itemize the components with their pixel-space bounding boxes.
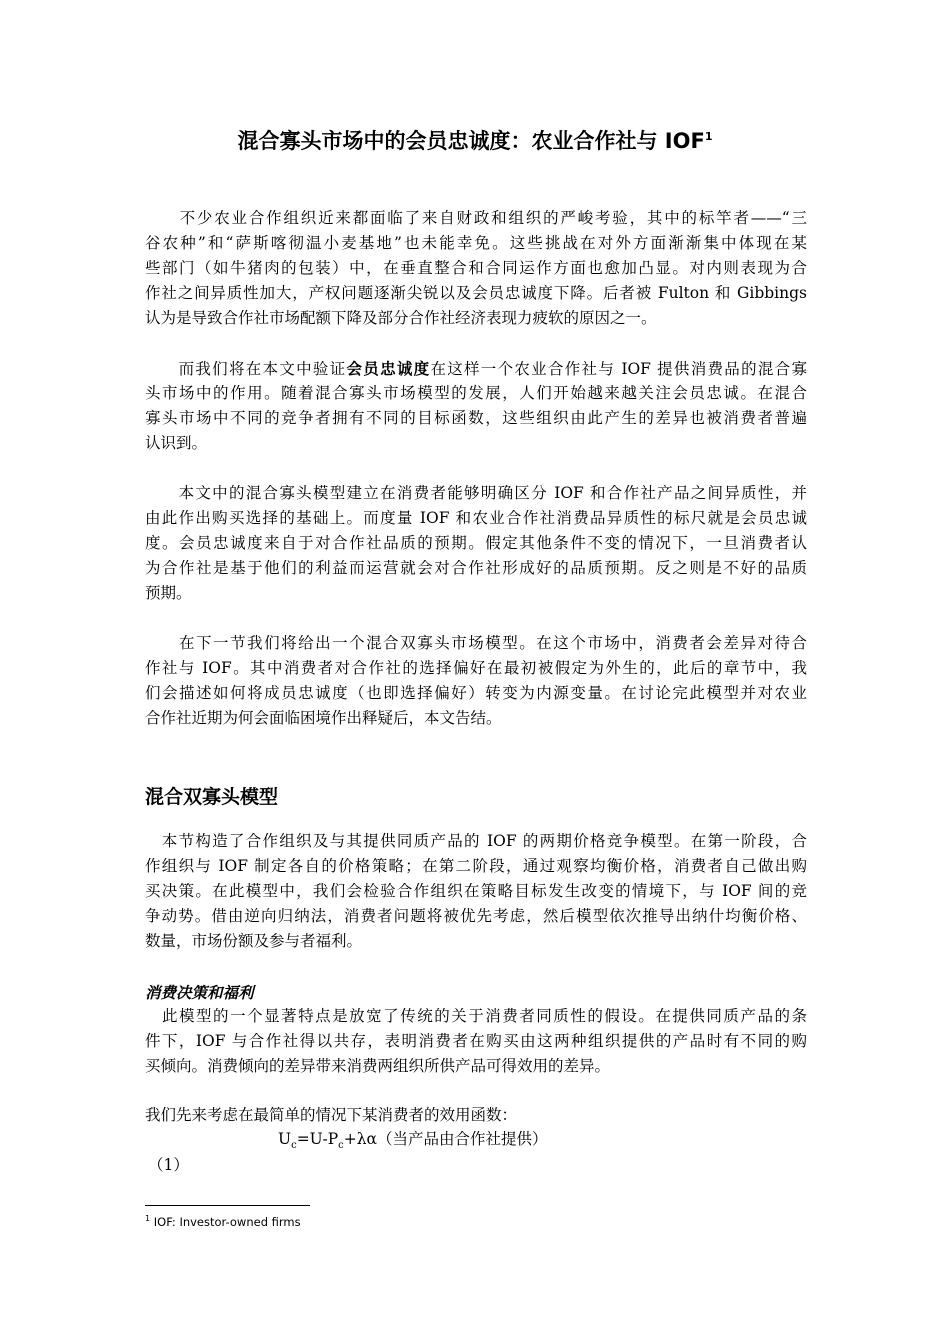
paragraph-consumer — [145, 1004, 807, 1079]
formula-subscript: c — [338, 1140, 344, 1152]
paragraph-line: 不少农业合作组织近来都面临了来自财政和组织的严峻考验，其中的标竿者——“三 — [145, 209, 807, 227]
subsection-heading: 消费决策和福利 — [145, 983, 254, 1002]
paragraph-intro — [145, 206, 807, 331]
paragraph-model-basis — [145, 481, 807, 606]
paragraph-line: 为合作社是基于他们的利益而运营就会对合作社形成好的品质预期。反之则是不好的品质 — [145, 559, 807, 577]
paragraph-line: 由此作出购买选择的基础上。而度量 IOF 和农业合作社消费品异质性的标尺就是会员忠诚 — [145, 509, 807, 527]
formula-rhs: +λα（当产品由合作社提供） — [343, 1130, 548, 1148]
equation-number: （1） — [148, 1156, 189, 1174]
text-run: 在这样一个农业合作社与 IOF 提供消费品的混合寡 — [430, 360, 807, 378]
paragraph-line: 件下，IOF 与合作社得以共存，表明消费者在购买由这两种组织提供的产品时有不同的购 — [145, 1032, 807, 1050]
paragraph-line: 谷农种”和“萨斯喀彻温小麦基地”也未能幸免。这些挑战在对外方面渐渐集中体现在某 — [145, 234, 807, 252]
title-text: 混合寡头市场中的会员忠诚度：农业合作社与 IOF — [237, 129, 705, 153]
paragraph-line: 在下一节我们将给出一个混合双寡头市场模型。在这个市场中，消费者会差异对待合 — [145, 634, 807, 652]
paragraph-line: 本文中的混合寡头模型建立在消费者能够明确区分 IOF 和合作社产品之间异质性，并 — [145, 484, 807, 502]
paragraph-utility-intro — [145, 1103, 807, 1128]
paragraph-line: 我们先来考虑在最简单的情况下某消费者的效用函数： — [145, 1106, 518, 1124]
paragraph-outline — [145, 631, 807, 731]
paragraph-line: 买决策。在此模型中，我们会检验合作组织在策略目标发生改变的情境下，与 IOF 间的竞 — [145, 882, 807, 900]
paragraph-line: 合作社近期为何会面临困境作出释疑后，本文告结。 — [145, 709, 502, 727]
formula-subscript: c — [291, 1140, 297, 1152]
paragraph-line: 预期。 — [145, 584, 192, 602]
formula-lhs: U — [278, 1130, 292, 1148]
paragraph-line: 认为是导致合作社市场配额下降及部分合作社经济表现力疲软的原因之一。 — [145, 309, 657, 327]
paragraph-line — [145, 356, 807, 381]
paragraph-line: 作社之间异质性加大，产权问题逐渐尖锐以及会员忠诚度下降。后者被 Fulton 和 Gibbings — [145, 284, 807, 302]
title-footnote-mark[interactable]: 1 — [704, 130, 713, 143]
paragraph-loyalty — [145, 356, 807, 456]
section-heading: 混合双寡头模型 — [145, 786, 279, 808]
paragraph-line: 头市场中的作用。随着混合寡头市场模型的发展，人们开始越来越关注会员忠诚。在混合 — [145, 384, 807, 402]
utility-formula — [278, 1127, 548, 1158]
paragraph-line: 度。会员忠诚度来自于对合作社品质的预期。假定其他条件不变的情况下，一旦消费者认 — [145, 534, 807, 552]
text-run: 而我们将在本文中验证 — [145, 360, 347, 378]
footnote — [145, 1211, 301, 1230]
footnote-mark: 1 — [145, 1214, 151, 1223]
formula-mid: =U-P — [296, 1130, 339, 1148]
paragraph-line: 些部门（如牛猪肉的包装）中，在垂直整合和合同运作方面也愈加凸显。对内则表现为合 — [145, 259, 807, 277]
paragraph-line: 作组织与 IOF 制定各自的价格策略；在第二阶段，通过观察均衡价格，消费者自己做出购 — [145, 857, 807, 875]
paragraph-line: 作社与 IOF。其中消费者对合作社的选择偏好在最初被假定为外生的，此后的章节中，我 — [145, 659, 807, 677]
paragraph-section-intro — [145, 829, 807, 954]
paragraph-line: 数量，市场份额及参与者福利。 — [145, 932, 363, 950]
paragraph-line: 买倾向。消费倾向的差异带来消费两组织所供产品可得效用的差异。 — [145, 1057, 611, 1075]
paragraph-line: 认识到。 — [145, 434, 208, 452]
footnote-text: IOF: Investor-owned firms — [150, 1214, 301, 1229]
paragraph-line: 本节构造了合作组织及与其提供同质产品的 IOF 的两期价格竞争模型。在第一阶段，合 — [145, 832, 807, 850]
document-title — [0, 126, 950, 156]
paragraph-line: 寡头市场中不同的竞争者拥有不同的目标函数，这些组织由此产生的差异也被消费者普遍 — [145, 409, 807, 427]
paragraph-line: 争动势。借由逆向归纳法，消费者问题将被优先考虑，然后模型依次推导出纳什均衡价格、 — [145, 907, 807, 925]
paragraph-line: 此模型的一个显著特点是放宽了传统的关于消费者同质性的假设。在提供同质产品的条 — [145, 1007, 807, 1025]
paragraph-line: 们会描述如何将成员忠诚度（也即选择偏好）转变为内源变量。在讨论完此模型并对农业 — [145, 684, 807, 702]
bold-term-member-loyalty: 会员忠诚度 — [346, 359, 431, 378]
footnote-separator — [145, 1205, 310, 1206]
